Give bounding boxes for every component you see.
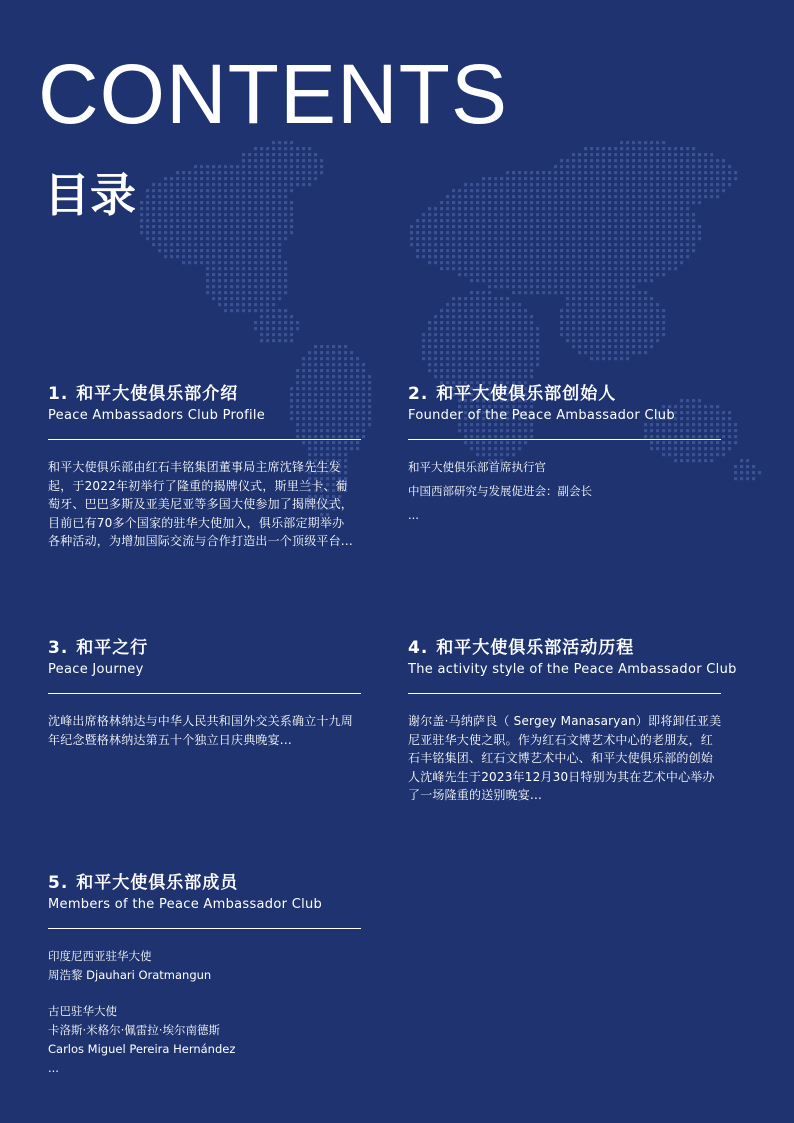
section-heading	[48, 872, 368, 894]
section-subtitle: Peace Ambassadors Club Profile	[48, 408, 266, 423]
founder-title-line: 和平大使俱乐部首席执行官	[408, 460, 546, 474]
section-title: 和平大使俱乐部创始人	[436, 384, 617, 404]
contents-title-cn: 目录	[44, 168, 136, 222]
section-number: 3.	[48, 638, 69, 658]
section-title: 和平大使俱乐部成员	[76, 873, 239, 893]
founder-title-line: 中国西部研究与发展促进会：副会长	[408, 484, 592, 498]
member-entry	[48, 1002, 368, 1078]
section-summary: 沈峰出席格林纳达与中华人民共和国外交关系确立十九周年纪念暨格林纳达第五十个独立日庆典晚宴...	[48, 714, 354, 747]
member-more: ...	[48, 1061, 59, 1075]
section-number: 2.	[408, 384, 429, 404]
section-heading	[408, 637, 728, 659]
section-divider	[408, 439, 721, 440]
member-name: 周浩黎 Djauhari Oratmangun	[48, 968, 212, 982]
section-title: 和平大使俱乐部活动历程	[436, 638, 635, 658]
member-entry	[48, 947, 368, 985]
section-divider	[48, 928, 361, 929]
section-heading	[48, 637, 368, 659]
section-club-founder[interactable]	[408, 383, 728, 527]
section-summary: 谢尔盖·马纳萨良（ Sergey Manasaryan）即将卸任亚美尼亚驻华大使之职。作为红石文博艺术中心的老朋友，红石丰铭集团、红石文博艺术中心、和平大使俱乐部的创始人沈峰先生于2023年12月30日特别为其在艺术中心举办了一场隆重的送别晚宴...	[408, 714, 722, 802]
section-heading	[408, 383, 728, 405]
member-name-cn: 卡洛斯·米格尔·佩雷拉·埃尔南德斯	[48, 1023, 220, 1037]
section-subtitle: Members of the Peace Ambassador Club	[48, 897, 323, 912]
section-title: 和平大使俱乐部介绍	[76, 384, 239, 404]
section-subtitle: The activity style of the Peace Ambassador Club	[408, 662, 737, 677]
member-role: 印度尼西亚驻华大使	[48, 949, 152, 963]
section-divider	[48, 693, 361, 694]
section-peace-journey[interactable]	[48, 637, 368, 749]
section-divider	[408, 693, 721, 694]
section-activity-history[interactable]	[408, 637, 737, 805]
section-club-profile[interactable]	[48, 383, 368, 551]
founder-title-line: ...	[408, 508, 419, 522]
section-club-members[interactable]	[48, 872, 368, 1095]
section-number: 5.	[48, 873, 69, 893]
section-subtitle: Founder of the Peace Ambassador Club	[408, 408, 675, 423]
section-divider	[48, 439, 361, 440]
member-name-latin: Carlos Miguel Pereira Hernández	[48, 1042, 236, 1056]
section-subtitle: Peace Journey	[48, 662, 144, 677]
section-number: 4.	[408, 638, 429, 658]
founder-titles	[408, 455, 728, 527]
section-title: 和平之行	[76, 638, 149, 658]
section-heading	[48, 383, 368, 405]
contents-title-en: CONTENTS	[38, 47, 508, 141]
section-summary: 和平大使俱乐部由红石丰铭集团董事局主席沈锋先生发起，于2022年初举行了隆重的揭牌仪式，斯里兰卡、葡萄牙、巴巴多斯及亚美尼亚等多国大使参加了揭牌仪式，目前已有70多个国家的驻华大使加入，俱乐部定期举办各种活动，为增加国际交流与合作打造出一个顶级平台...	[48, 460, 354, 548]
member-role: 古巴驻华大使	[48, 1004, 117, 1018]
section-number: 1.	[48, 384, 69, 404]
